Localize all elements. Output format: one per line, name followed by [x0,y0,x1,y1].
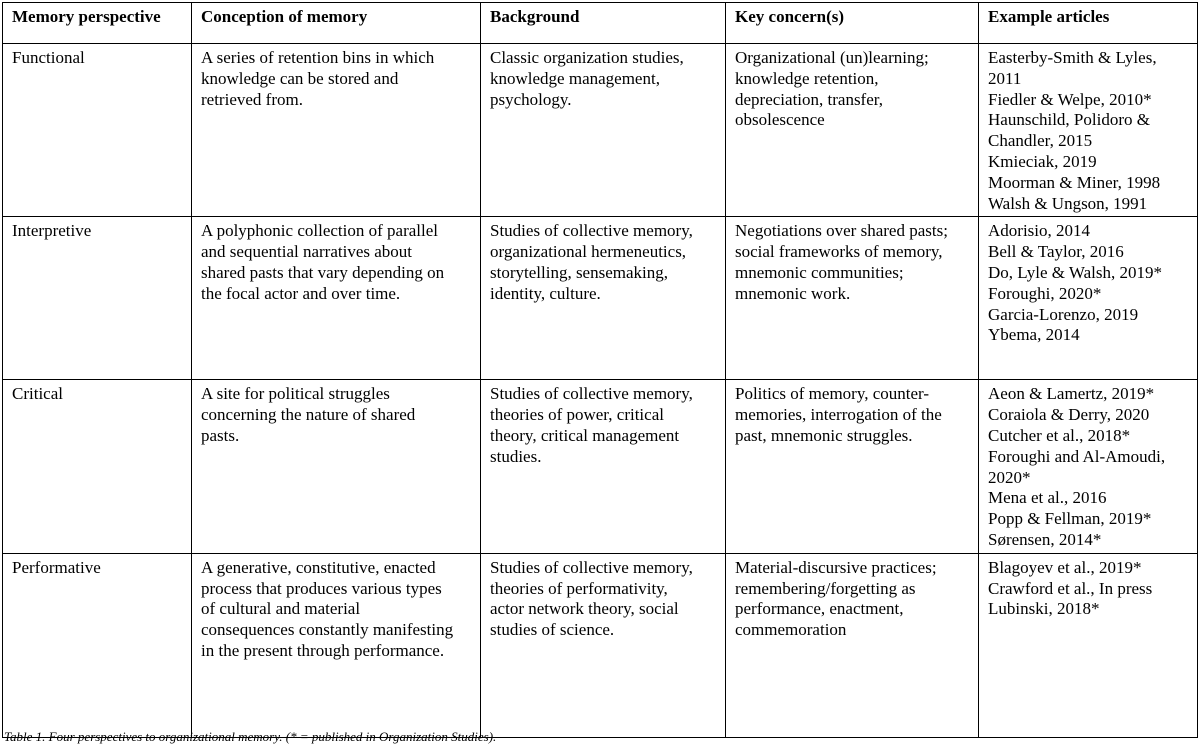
cell-text-line: Popp & Fellman, 2019* [988,509,1152,529]
cell-text-line: Studies of collective memory, [490,384,693,404]
cell-text-line: Sørensen, 2014* [988,529,1102,549]
cell-text-line: Do, Lyle & Walsh, 2019* [988,262,1162,282]
cell-text-line: theories of performativity, [490,578,668,598]
cell-text-line: Material-discursive practices; [735,557,937,577]
cell-perspective: Functional [3,44,192,217]
cell-text-line: Moorman & Miner, 1998 [988,172,1161,192]
cell-text-line: knowledge management, [490,68,660,88]
cell-text-line: Studies of collective memory, [490,221,693,241]
cell-text-line: Cutcher et al., 2018* [988,425,1131,445]
cell-text-line: retrieved from. [201,89,303,109]
cell-text-line: of cultural and material [201,599,361,619]
cell-text-line: Adorisio, 2014 [988,221,1090,241]
cell-background [481,217,726,380]
cell-text-line: Garcia-Lorenzo, 2019 [988,304,1139,324]
cell-text-line: Studies of collective memory, [490,557,693,577]
cell-conception [192,380,481,553]
cell-background [481,44,726,217]
cell-perspective: Performative [3,553,192,737]
header-background: Background [481,3,726,44]
cell-background [481,380,726,553]
cell-text-line: depreciation, transfer, [735,89,883,109]
header-example-articles: Example articles [979,3,1198,44]
cell-text-line: shared pasts that vary depending on [201,262,445,282]
cell-text-line: A polyphonic collection of parallel [201,221,438,241]
cell-conception [192,553,481,737]
cell-text-line: Politics of memory, counter- [735,384,930,404]
cell-text-line: Easterby-Smith & Lyles, [988,48,1157,67]
cell-text-line: Coraiola & Derry, 2020 [988,405,1150,425]
cell-text-line: Organizational (un)learning; [735,48,929,67]
cell-text-line: social frameworks of memory, [735,242,943,262]
table-caption: Table 1. Four perspectives to organizational memory. (* = published in Organization Studies). [4,729,497,744]
cell-text-line: Foroughi, 2020* [988,283,1102,303]
cell-text-line: Lubinski, 2018* [988,599,1100,619]
cell-text-line: Foroughi and Al-Amoudi, [988,446,1166,466]
cell-concerns [726,217,979,380]
header-key-concerns: Key concern(s) [726,3,979,44]
cell-text-line: mnemonic communities; [735,262,904,282]
cell-text-line: 2020* [988,467,1031,487]
cell-text-line: identity, culture. [490,283,601,303]
cell-articles [979,553,1198,737]
cell-text-line: obsolescence [735,110,825,130]
cell-text-line: Classic organization studies, [490,48,684,67]
cell-text-line: knowledge can be stored and [201,68,399,88]
table-row [3,217,1198,380]
cell-concerns [726,380,979,553]
cell-text-line: concerning the nature of shared [201,405,416,425]
cell-text-line: organizational hermeneutics, [490,242,687,262]
cell-text-line: Ybema, 2014 [988,325,1080,345]
cell-text-line: 2011 [988,68,1022,88]
cell-text-line: Blagoyev et al., 2019* [988,557,1142,577]
table-header-row [3,3,1198,44]
cell-text-line: studies of science. [490,620,615,640]
cell-articles [979,217,1198,380]
cell-text-line: past, mnemonic struggles. [735,425,913,445]
cell-text-line: the focal actor and over time. [201,283,401,303]
cell-concerns [726,553,979,737]
cell-text-line: commemoration [735,620,847,640]
cell-text-line: memories, interrogation of the [735,405,942,425]
cell-text-line: storytelling, sensemaking, [490,262,669,282]
cell-text-line: Fiedler & Welpe, 2010* [988,89,1152,109]
cell-text-line: process that produces various types [201,578,442,598]
cell-text-line: psychology. [490,89,572,109]
cell-text-line: Mena et al., 2016 [988,488,1107,508]
table-row [3,553,1198,737]
cell-text-line: and sequential narratives about [201,242,413,262]
cell-text-line: Crawford et al., In press [988,578,1153,598]
cell-text-line: performance, enactment, [735,599,904,619]
cell-text-line: A site for political struggles [201,384,390,404]
cell-articles [979,380,1198,553]
cell-text-line: A series of retention bins in which [201,48,435,67]
cell-conception [192,44,481,217]
table-row [3,44,1198,217]
cell-text-line: studies. [490,446,542,466]
cell-text-line: in the present through performance. [201,640,445,660]
cell-text-line: Walsh & Ungson, 1991 [988,193,1148,213]
header-memory-perspective: Memory perspective [3,3,192,44]
cell-text-line: mnemonic work. [735,283,851,303]
table-row [3,380,1198,553]
cell-text-line: Aeon & Lamertz, 2019* [988,384,1155,404]
cell-text-line: theory, critical management [490,425,680,445]
cell-concerns [726,44,979,217]
cell-text-line: theories of power, critical [490,405,664,425]
cell-text-line: Kmieciak, 2019 [988,151,1097,171]
cell-text-line: knowledge retention, [735,68,879,88]
perspectives-table [2,2,1198,738]
cell-background [481,553,726,737]
cell-text-line: consequences constantly manifesting [201,620,454,640]
cell-text-line: actor network theory, social [490,599,679,619]
cell-perspective: Interpretive [3,217,192,380]
cell-text-line: Chandler, 2015 [988,131,1093,151]
cell-text-line: pasts. [201,425,240,445]
cell-text-line: Negotiations over shared pasts; [735,221,948,241]
cell-articles [979,44,1198,217]
header-conception: Conception of memory [192,3,481,44]
cell-text-line: remembering/forgetting as [735,578,916,598]
cell-conception [192,217,481,380]
cell-text-line: A generative, constitutive, enacted [201,557,436,577]
cell-text-line: Haunschild, Polidoro & [988,110,1150,130]
cell-perspective: Critical [3,380,192,553]
cell-text-line: Bell & Taylor, 2016 [988,242,1124,262]
